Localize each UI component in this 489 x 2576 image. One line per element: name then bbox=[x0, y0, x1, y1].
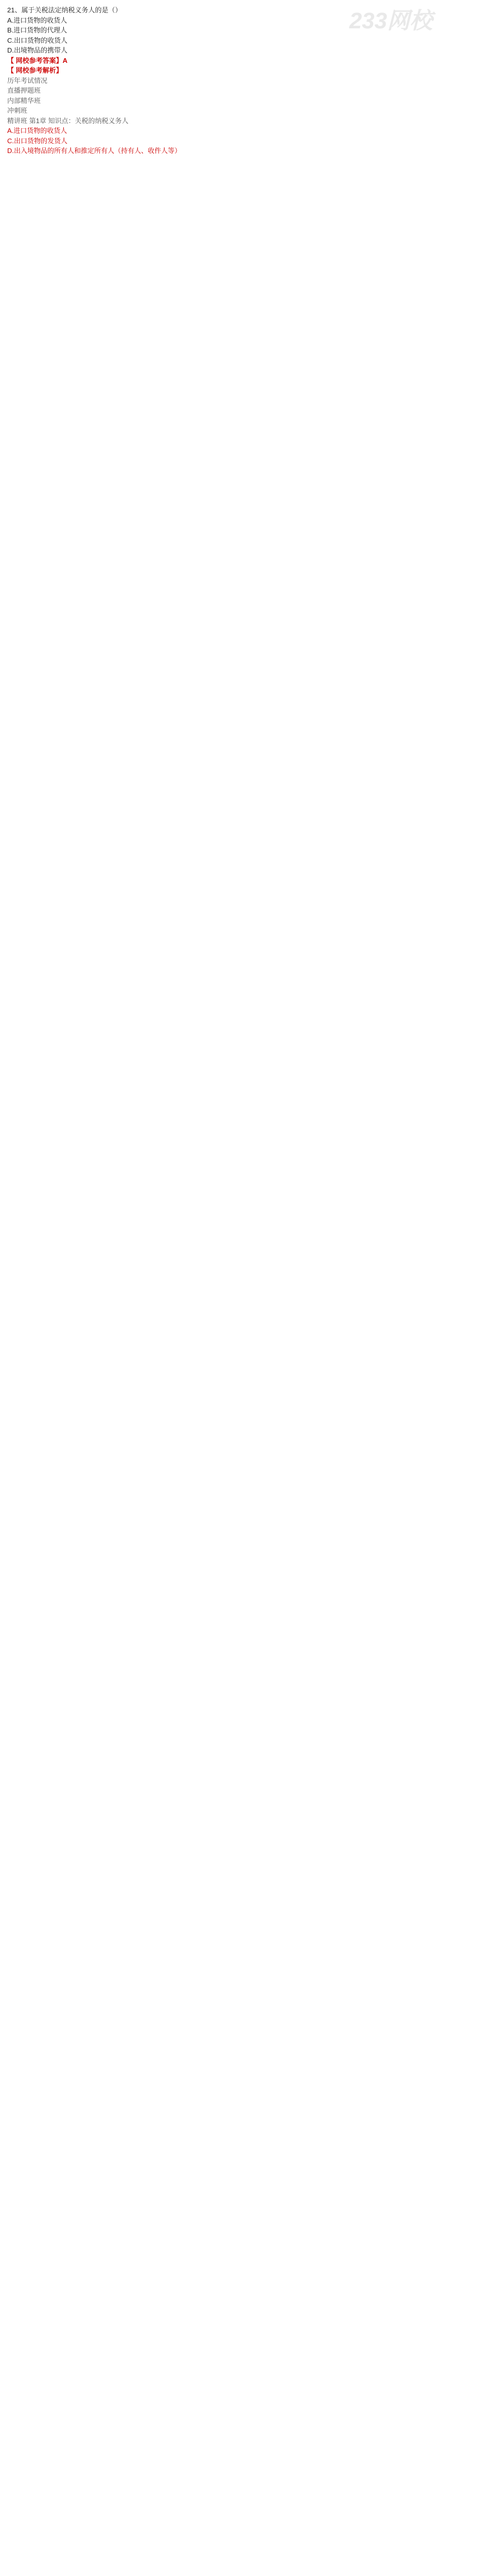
meta-line: 内部精华班 bbox=[7, 96, 41, 105]
option-d: D.出境物品的携带人 bbox=[7, 46, 68, 54]
explain-label: 【 网校参考解析】 bbox=[7, 66, 63, 74]
meta-line: 冲刺班 bbox=[7, 107, 28, 114]
option-b: B.进口货物的代理人 bbox=[7, 26, 67, 34]
option-c: C.出口货物的收货人 bbox=[7, 36, 68, 44]
answer-label: 【 网校参考答案】A bbox=[7, 56, 68, 64]
explain-line: C.出口货物的发货人 bbox=[7, 137, 68, 145]
explain-line: D.出入境物品的所有人和推定所有人（持有人、收件人等） bbox=[7, 147, 182, 155]
meta-line: 直播押题班 bbox=[7, 87, 41, 94]
question-text: 属于关税法定纳税义务人的是（） bbox=[21, 6, 122, 14]
question-number: 21 bbox=[7, 6, 15, 14]
note-line: 精讲班 第1章 知识点：关税的纳税义务人 bbox=[7, 116, 129, 125]
question-title: 21、属于关税法定纳税义务人的是（） bbox=[7, 6, 122, 14]
option-a: A.进口货物的收货人 bbox=[7, 16, 67, 24]
explain-line: A.进口货物的收货人 bbox=[7, 127, 67, 134]
meta-line: 历年考试情况 bbox=[7, 76, 48, 84]
watermark-logo: 233网校 bbox=[349, 8, 432, 33]
